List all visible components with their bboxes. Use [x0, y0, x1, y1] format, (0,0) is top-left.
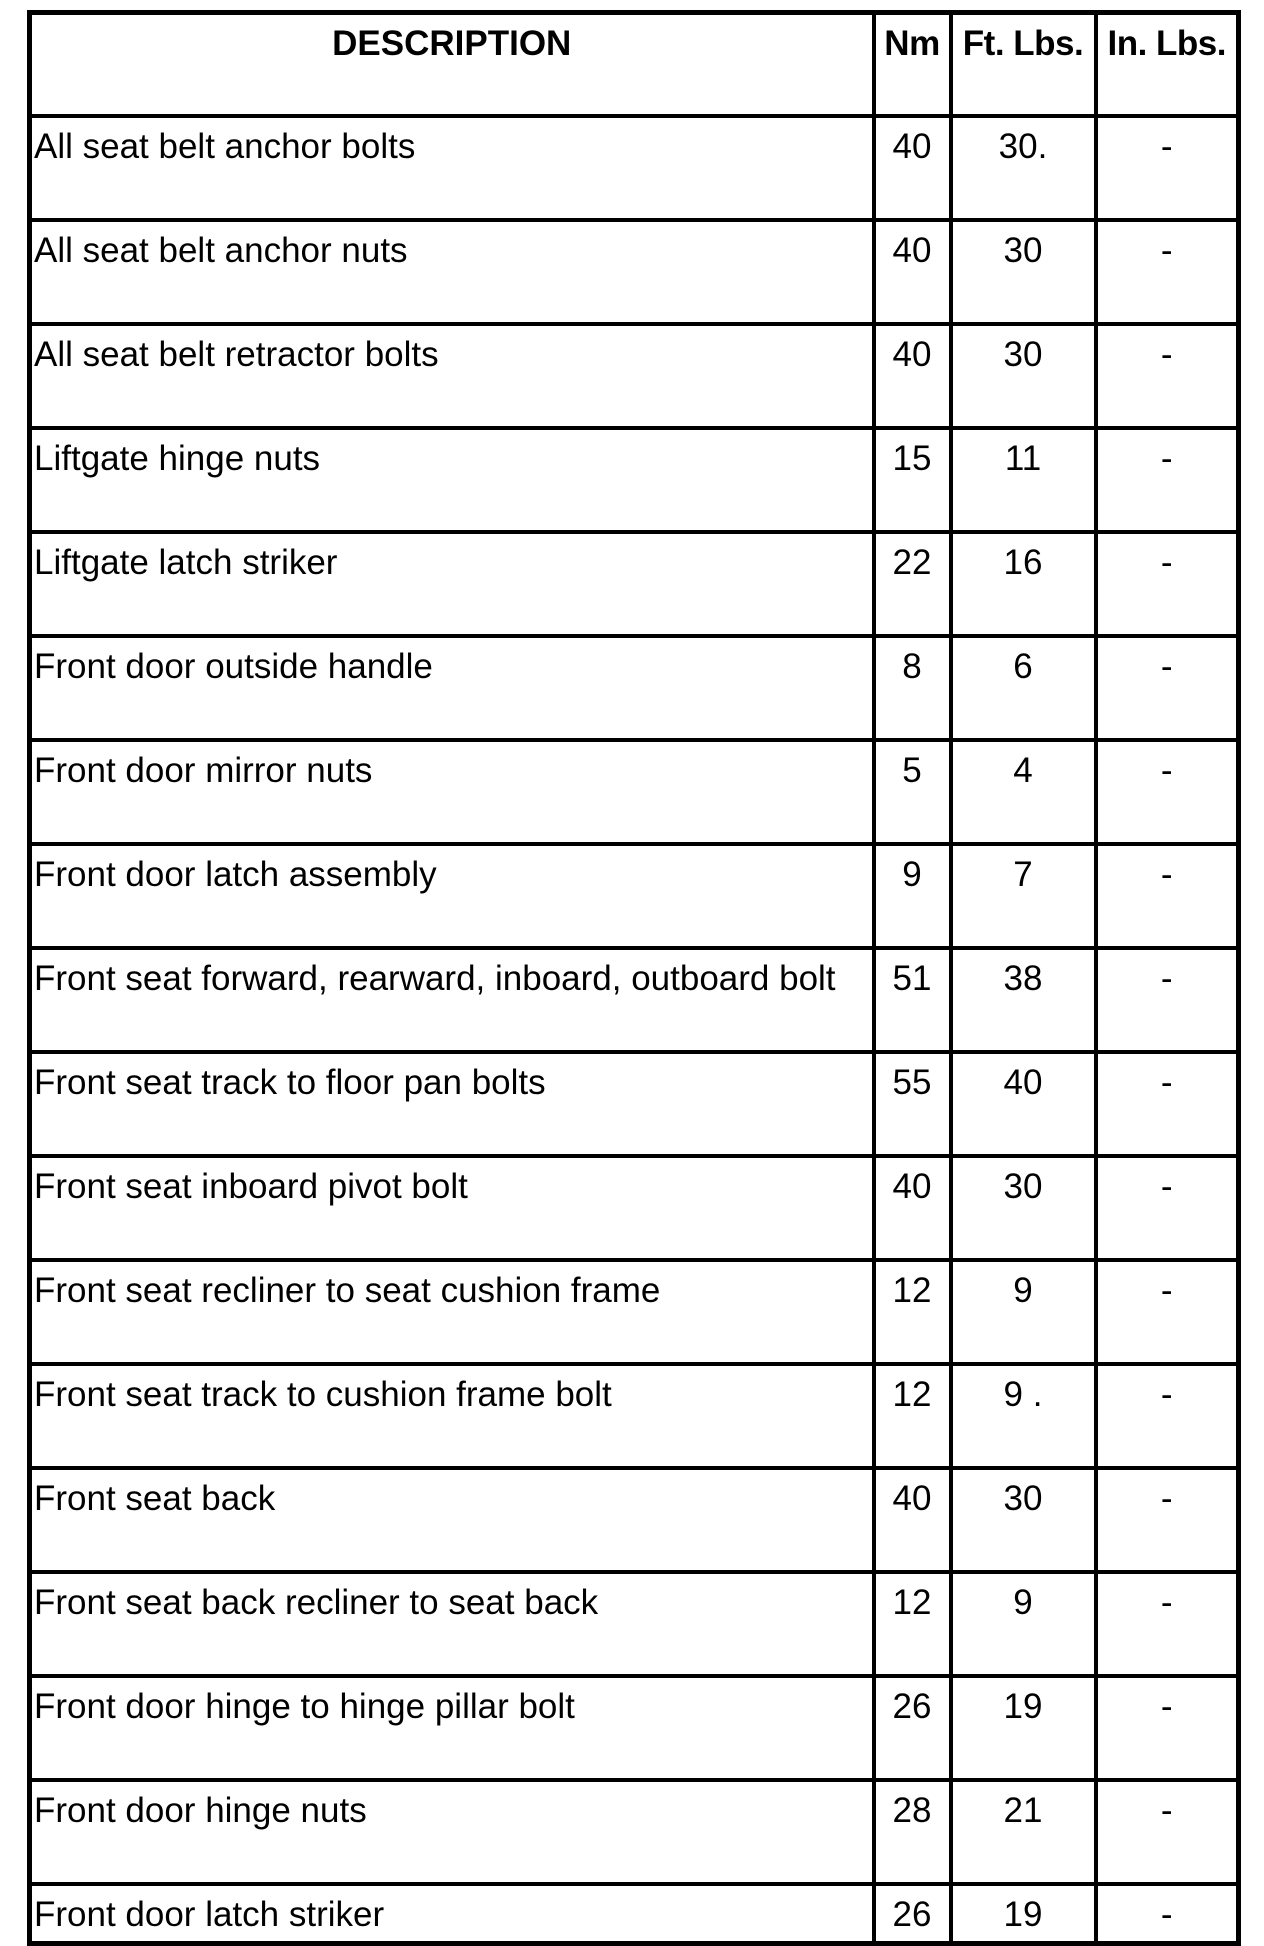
row-description: Front door hinge nuts: [30, 1780, 874, 1884]
table-row: [30, 428, 1239, 532]
row-ft-lbs: 19: [951, 1676, 1096, 1780]
row-description: Front door latch assembly: [30, 844, 874, 948]
table-body: [30, 116, 1239, 1944]
row-in-lbs: -: [1096, 428, 1239, 532]
row-ft-lbs: 19: [951, 1884, 1096, 1944]
header-row: [30, 13, 1239, 116]
table-row: [30, 844, 1239, 948]
table-row: [30, 532, 1239, 636]
row-nm: 9: [874, 844, 951, 948]
row-description: Front door outside handle: [30, 636, 874, 740]
row-in-lbs: -: [1096, 1052, 1239, 1156]
row-in-lbs: -: [1096, 1676, 1239, 1780]
row-nm: 12: [874, 1572, 951, 1676]
row-ft-lbs: 30: [951, 220, 1096, 324]
row-in-lbs: -: [1096, 220, 1239, 324]
row-nm: 22: [874, 532, 951, 636]
row-ft-lbs: 4: [951, 740, 1096, 844]
table-row: [30, 1260, 1239, 1364]
row-in-lbs: -: [1096, 116, 1239, 220]
table-row: [30, 1572, 1239, 1676]
row-ft-lbs: 7: [951, 844, 1096, 948]
row-in-lbs: -: [1096, 532, 1239, 636]
row-in-lbs: -: [1096, 1156, 1239, 1260]
table-row: [30, 1052, 1239, 1156]
row-ft-lbs: 6: [951, 636, 1096, 740]
row-nm: 40: [874, 116, 951, 220]
table-header: [30, 13, 1239, 116]
row-nm: 40: [874, 324, 951, 428]
row-ft-lbs: 30: [951, 1156, 1096, 1260]
table-row: [30, 1468, 1239, 1572]
row-description: Liftgate latch striker: [30, 532, 874, 636]
row-description: Front seat track to cushion frame bolt: [30, 1364, 874, 1468]
row-in-lbs: -: [1096, 1884, 1239, 1944]
table-row: [30, 220, 1239, 324]
row-in-lbs: -: [1096, 1780, 1239, 1884]
row-description: Front door hinge to hinge pillar bolt: [30, 1676, 874, 1780]
row-in-lbs: -: [1096, 844, 1239, 948]
row-nm: 26: [874, 1884, 951, 1944]
row-description: All seat belt anchor bolts: [30, 116, 874, 220]
row-nm: 51: [874, 948, 951, 1052]
header-ft-lbs: Ft. Lbs.: [951, 13, 1096, 116]
row-ft-lbs: 30.: [951, 116, 1096, 220]
table-row: [30, 1676, 1239, 1780]
row-in-lbs: -: [1096, 740, 1239, 844]
row-description: Front seat back: [30, 1468, 874, 1572]
row-description: All seat belt anchor nuts: [30, 220, 874, 324]
row-in-lbs: -: [1096, 1572, 1239, 1676]
row-description: Front door latch striker: [30, 1884, 874, 1944]
row-ft-lbs: 11: [951, 428, 1096, 532]
row-nm: 12: [874, 1260, 951, 1364]
table-row: [30, 324, 1239, 428]
row-ft-lbs: 16: [951, 532, 1096, 636]
header-description: DESCRIPTION: [30, 13, 874, 116]
header-nm: Nm: [874, 13, 951, 116]
table-row: [30, 1780, 1239, 1884]
row-ft-lbs: 9: [951, 1572, 1096, 1676]
table-row: [30, 948, 1239, 1052]
row-ft-lbs: 38: [951, 948, 1096, 1052]
row-in-lbs: -: [1096, 324, 1239, 428]
row-description: Front seat back recliner to seat back: [30, 1572, 874, 1676]
row-description: Front seat track to floor pan bolts: [30, 1052, 874, 1156]
row-in-lbs: -: [1096, 1468, 1239, 1572]
row-nm: 26: [874, 1676, 951, 1780]
row-in-lbs: -: [1096, 1364, 1239, 1468]
row-nm: 55: [874, 1052, 951, 1156]
torque-spec-table: [27, 10, 1241, 1946]
row-nm: 40: [874, 1468, 951, 1572]
header-in-lbs: In. Lbs.: [1096, 13, 1239, 116]
table-row: [30, 116, 1239, 220]
row-description: Liftgate hinge nuts: [30, 428, 874, 532]
row-nm: 40: [874, 220, 951, 324]
row-in-lbs: -: [1096, 948, 1239, 1052]
row-ft-lbs: 21: [951, 1780, 1096, 1884]
row-description: Front seat recliner to seat cushion frame: [30, 1260, 874, 1364]
row-ft-lbs: 9: [951, 1260, 1096, 1364]
row-ft-lbs: 30: [951, 1468, 1096, 1572]
table-row: [30, 636, 1239, 740]
row-in-lbs: -: [1096, 1260, 1239, 1364]
row-nm: 8: [874, 636, 951, 740]
row-nm: 40: [874, 1156, 951, 1260]
row-ft-lbs: 30: [951, 324, 1096, 428]
row-nm: 12: [874, 1364, 951, 1468]
row-nm: 15: [874, 428, 951, 532]
row-ft-lbs: 40: [951, 1052, 1096, 1156]
row-nm: 28: [874, 1780, 951, 1884]
table-row: [30, 740, 1239, 844]
row-description: Front seat forward, rearward, inboard, outboard bolt: [30, 948, 874, 1052]
row-nm: 5: [874, 740, 951, 844]
table-row: [30, 1884, 1239, 1944]
row-description: Front seat inboard pivot bolt: [30, 1156, 874, 1260]
table-row: [30, 1156, 1239, 1260]
table-row: [30, 1364, 1239, 1468]
row-ft-lbs: 9 .: [951, 1364, 1096, 1468]
row-in-lbs: -: [1096, 636, 1239, 740]
row-description: Front door mirror nuts: [30, 740, 874, 844]
row-description: All seat belt retractor bolts: [30, 324, 874, 428]
